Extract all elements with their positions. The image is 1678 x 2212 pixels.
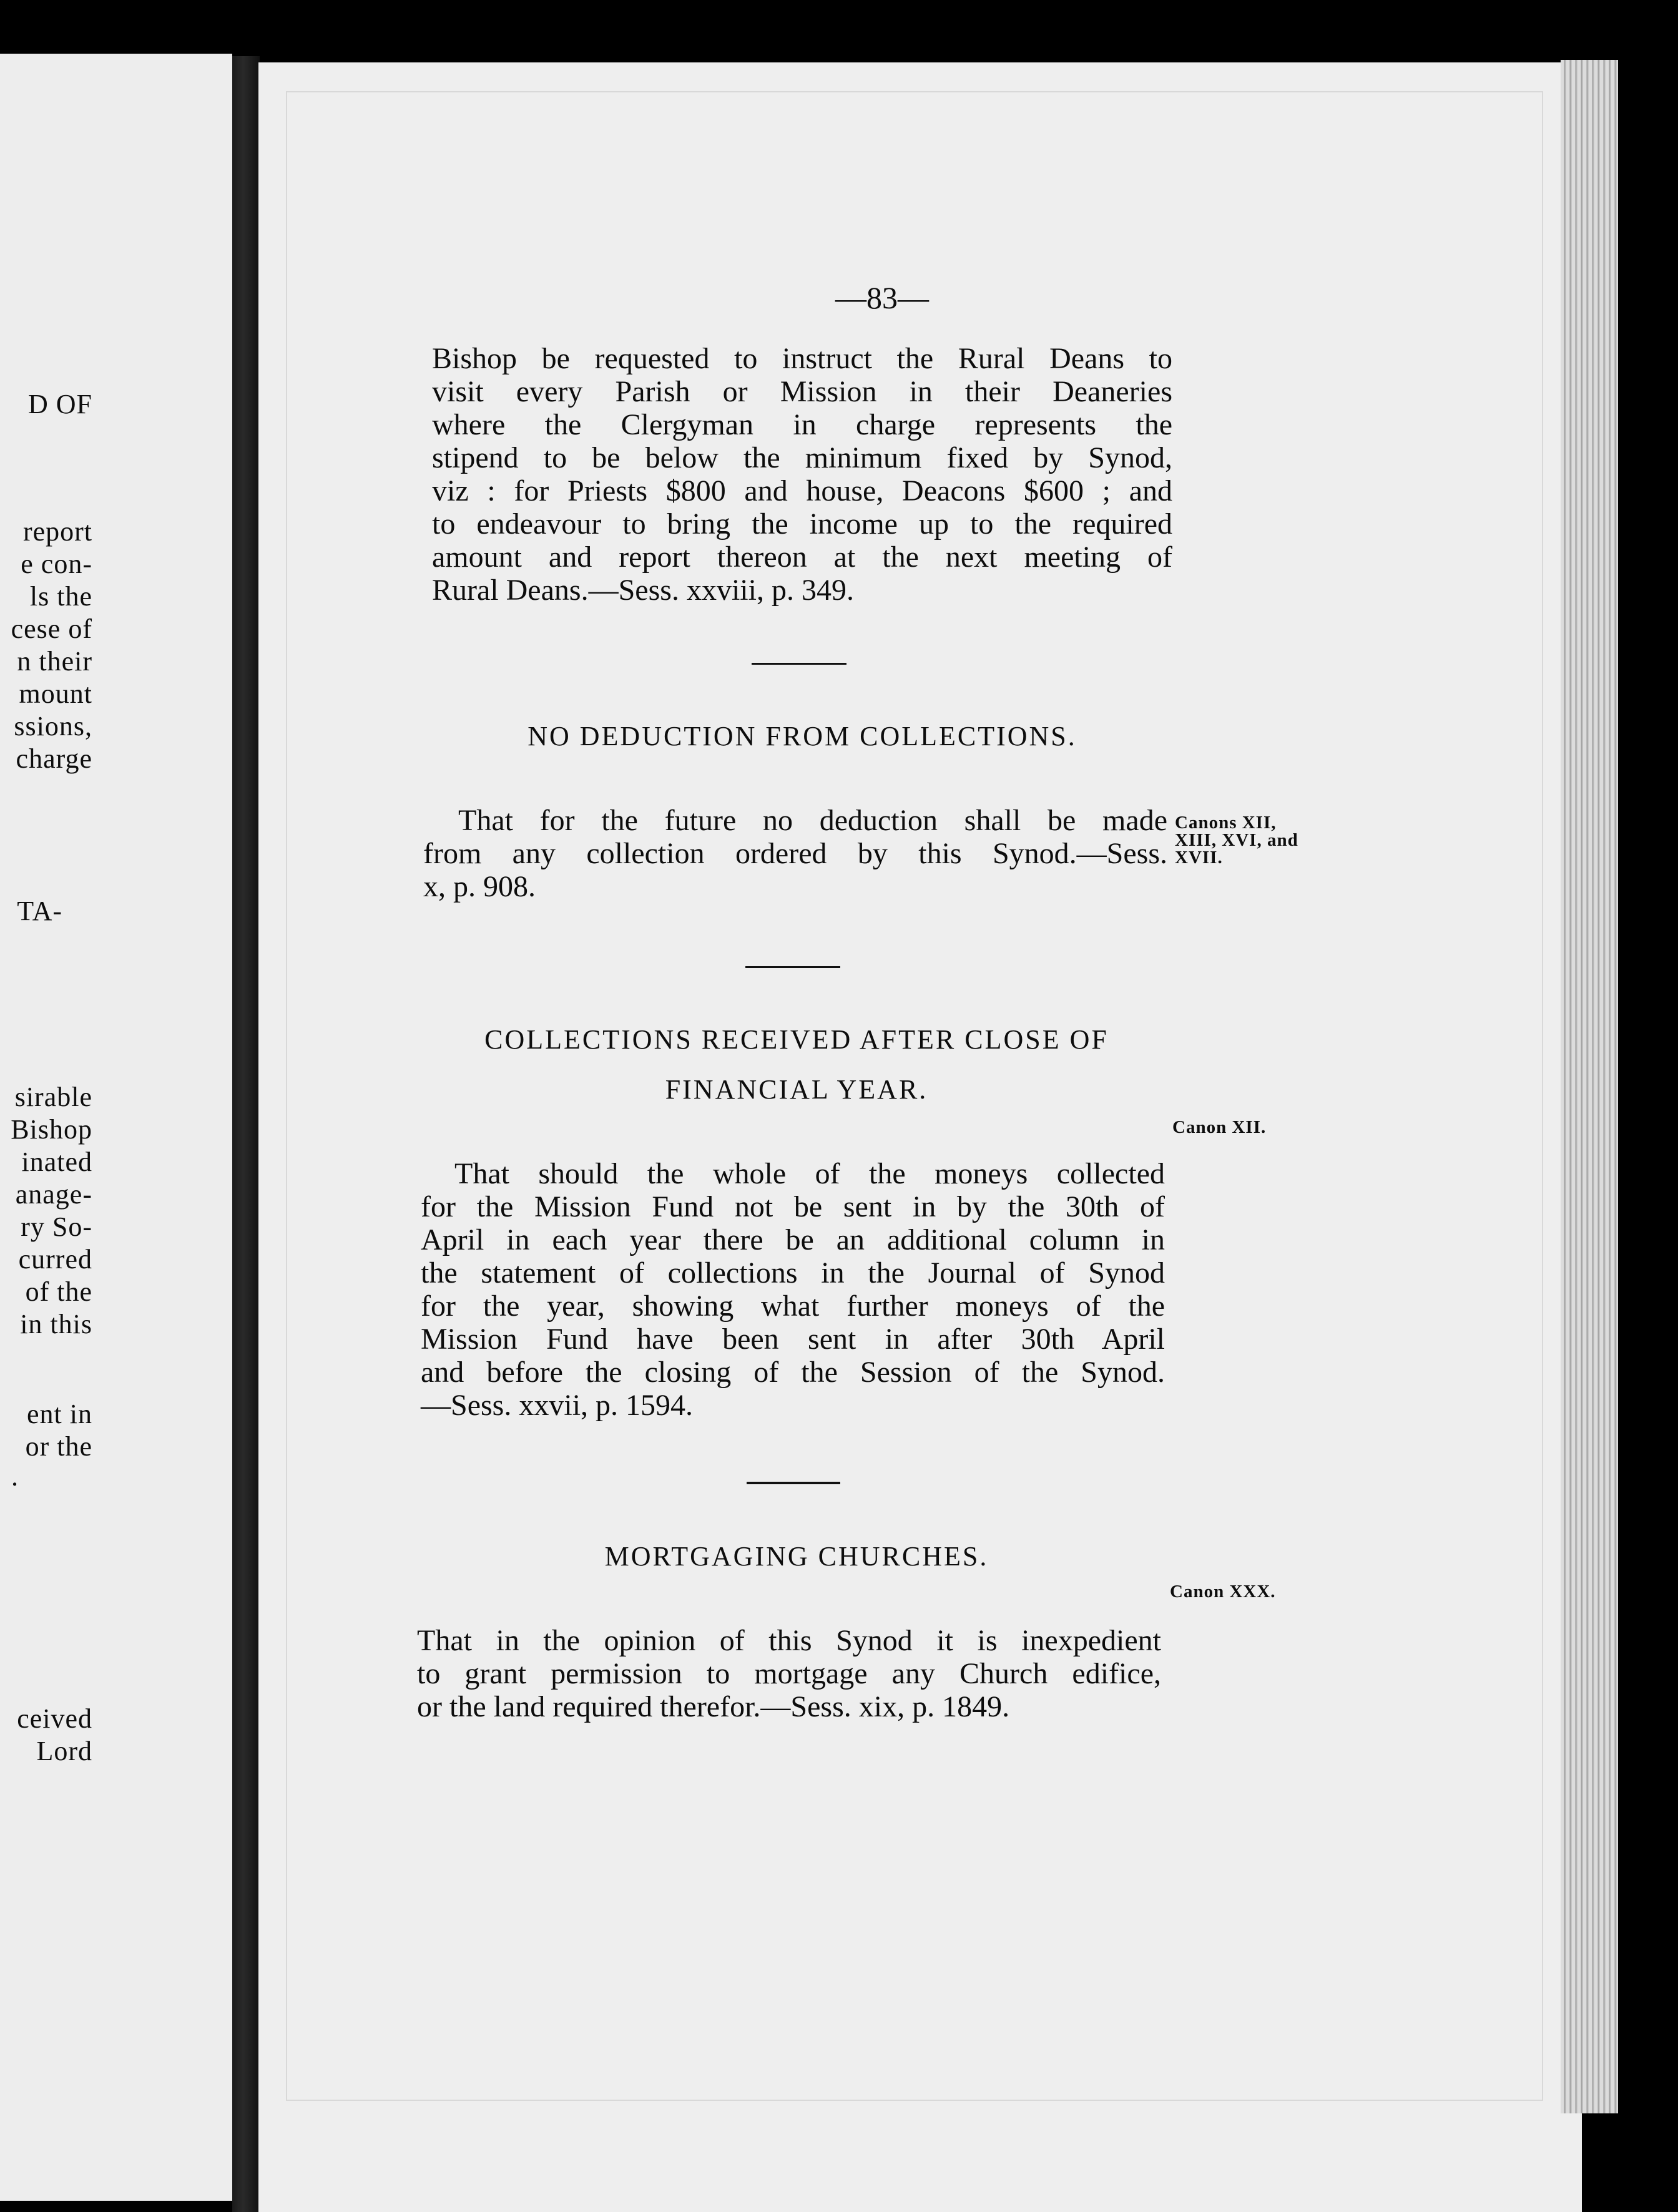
margin-note: Canons XII, <box>1175 813 1277 833</box>
section-line: That in the opinion of this Synod it is inexpedient <box>417 1624 1161 1657</box>
margin-note: Canon XXX. <box>1170 1582 1276 1602</box>
left-line: cese of <box>11 614 92 644</box>
left-line: charge <box>16 743 92 774</box>
left-line: n their <box>17 646 92 677</box>
left-line: ls the <box>29 581 92 612</box>
left-line: ent in <box>27 1399 92 1429</box>
margin-note: XVII. <box>1175 848 1223 868</box>
page-edges <box>1561 60 1618 2113</box>
left-line: Bishop <box>11 1114 92 1145</box>
section-line: for the Mission Fund not be sent in by the 30th of <box>421 1190 1165 1223</box>
section-heading: FINANCIAL YEAR. <box>665 1074 928 1105</box>
intro-line: Bishop be requested to instruct the Rural Deans to <box>432 342 1172 375</box>
intro-line: where the Clergyman in charge represents the <box>432 408 1172 441</box>
left-line: TA- <box>17 896 62 926</box>
left-line: ceived <box>17 1703 92 1734</box>
left-line: of the <box>25 1276 92 1307</box>
left-line: sirable <box>14 1082 92 1112</box>
intro-line: viz : for Priests $800 and house, Deacons $600 ; and <box>432 474 1172 507</box>
section-line: and before the closing of the Session of the Synod. <box>421 1356 1165 1389</box>
section-line: to grant permission to mortgage any Church edifice, <box>417 1657 1161 1690</box>
section-rule <box>747 1482 840 1484</box>
left-line: ry So- <box>21 1211 92 1242</box>
section-line: the statement of collections in the Journal of Synod <box>421 1256 1165 1290</box>
left-line: Lord <box>36 1736 92 1766</box>
intro-line: Rural Deans.—Sess. xxviii, p. 349. <box>432 574 854 607</box>
left-line: mount <box>19 678 92 709</box>
intro-line: to endeavour to bring the income up to the required <box>432 507 1172 541</box>
section-line: for the year, showing what further moneys of the <box>421 1290 1165 1323</box>
section-line: from any collection ordered by this Synod.—Sess. <box>423 837 1167 870</box>
margin-note: XIII, XVI, and <box>1175 830 1298 850</box>
left-line: e con- <box>21 549 92 579</box>
intro-line: visit every Parish or Mission in their Deaneries <box>432 375 1172 408</box>
section-line: x, p. 908. <box>423 870 536 903</box>
left-line: report <box>22 516 92 547</box>
left-line: in this <box>20 1309 92 1339</box>
left-line: ssions, <box>14 711 92 741</box>
intro-line: stipend to be below the minimum fixed by Synod, <box>432 441 1172 474</box>
section-line: —Sess. xxvii, p. 1594. <box>421 1389 694 1422</box>
left-line: or the <box>25 1431 92 1462</box>
section-heading: NO DEDUCTION FROM COLLECTIONS. <box>527 721 1077 751</box>
background-edge <box>1618 60 1678 2113</box>
section-rule <box>752 663 846 665</box>
section-line: That for the future no deduction shall be made <box>458 804 1167 837</box>
margin-note: Canon XII. <box>1172 1117 1267 1137</box>
page-number: —83— <box>835 280 929 315</box>
left-line: . <box>11 1461 19 1492</box>
book-gutter <box>232 56 260 2212</box>
left-line: curred <box>18 1244 92 1275</box>
section-heading: MORTGAGING CHURCHES. <box>604 1541 989 1572</box>
section-line: Mission Fund have been sent in after 30th April <box>421 1323 1165 1356</box>
section-line: April in each year there be an additional column in <box>421 1223 1165 1256</box>
section-line: That should the whole of the moneys collected <box>454 1157 1165 1190</box>
section-heading: COLLECTIONS RECEIVED AFTER CLOSE OF <box>484 1024 1109 1055</box>
intro-line: amount and report thereon at the next meeting of <box>432 541 1172 574</box>
section-line: or the land required therefor.—Sess. xix, p. 1849. <box>417 1690 1010 1723</box>
left-line: anage- <box>15 1179 92 1210</box>
section-rule <box>745 966 840 968</box>
left-line: inated <box>21 1147 92 1177</box>
left-line: D OF <box>27 389 92 419</box>
